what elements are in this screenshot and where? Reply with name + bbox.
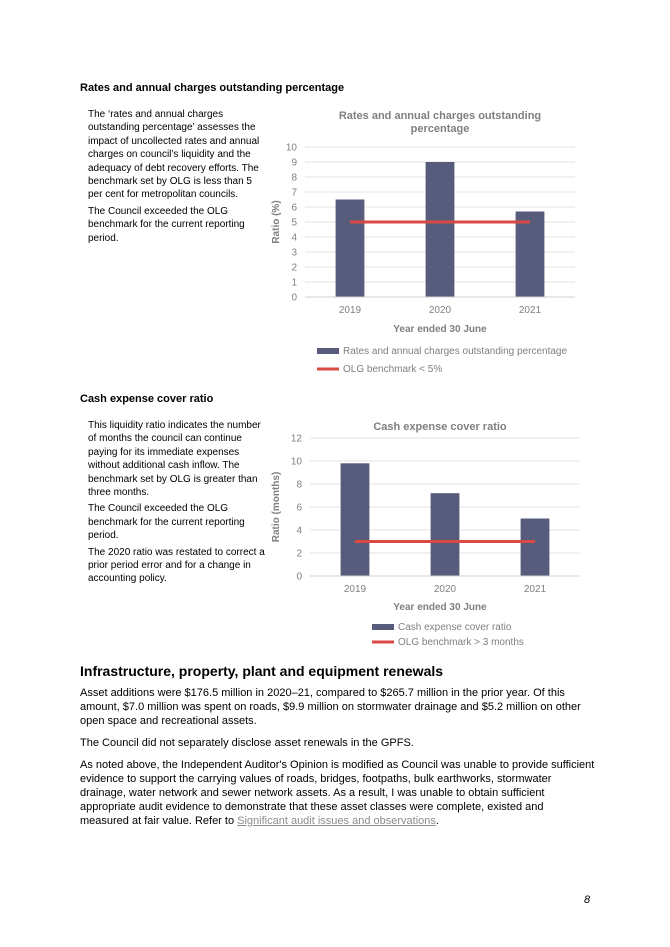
y-tick-label: 4 — [296, 525, 302, 537]
chart-title: Rates and annual charges outstanding — [338, 110, 542, 122]
x-tick-label: 2019 — [343, 584, 367, 595]
y-tick-label: 0 — [296, 571, 302, 583]
legend-swatch-bar — [372, 624, 394, 630]
rates-chart — [265, 100, 595, 380]
cash-description — [88, 419, 268, 589]
body-text: . — [435, 815, 439, 827]
legend-label-line: OLG benchmark < 5% — [343, 364, 443, 375]
rates-paragraph: The ‘rates and annual charges outstanding percentage’ assesses the impact of uncollected rates and annual charges on council’s liquidity and the adequacy of debt recovery efforts. The benchmark set by OLG is less than 5 per cent for metropolitan councils. — [88, 109, 260, 201]
x-tick-label: 2019 — [338, 305, 362, 316]
rates-description — [88, 108, 268, 248]
legend-label-bar: Rates and annual charges outstanding percentage — [343, 346, 568, 357]
legend-label-bar: Cash expense cover ratio — [398, 622, 512, 633]
y-tick-label: 2 — [291, 262, 297, 274]
x-axis-label: Year ended 30 June — [393, 602, 487, 613]
body-paragraph: The Council did not separately disclose asset renewals in the GPFS. — [80, 737, 414, 749]
y-tick-label: 4 — [291, 232, 297, 244]
y-tick-label: 10 — [290, 456, 302, 468]
bar-2020 — [426, 162, 455, 297]
infrastructure-body — [80, 686, 595, 836]
chart-title: percentage — [410, 123, 470, 135]
x-tick-label: 2021 — [523, 584, 547, 595]
y-tick-label: 7 — [291, 187, 297, 199]
y-tick-label: 12 — [290, 433, 302, 445]
y-tick-label: 9 — [291, 157, 297, 169]
x-tick-label: 2021 — [518, 305, 542, 316]
section-heading-infrastructure: Infrastructure, property, plant and equipment renewals — [80, 663, 444, 679]
cash-paragraph: The 2020 ratio was restated to correct a prior period error and for a change in accounting policy. — [88, 546, 265, 585]
body-paragraph — [80, 758, 595, 828]
bar-2021 — [521, 519, 550, 577]
body-text: As noted above, the Independent Auditor's Opinion is modified as Council was unable to provide sufficient evidence to support the carrying values of roads, bridges, footpaths, bulk earthworks, stormwater drainage, water network and sewer network assets. As a result, I was unable to obtain sufficient appropriate audit evidence to demonstrate that these asset classes were complete, existed and measured at fair value. Refer to — [80, 759, 595, 827]
bar-2021 — [516, 212, 545, 298]
cash-paragraph: The Council exceeded the OLG benchmark for the current reporting period. — [88, 503, 245, 542]
y-axis-label: Ratio (%) — [271, 200, 282, 244]
page-number: 8 — [584, 894, 591, 906]
bar-2019 — [336, 200, 365, 298]
y-tick-label: 5 — [291, 217, 297, 229]
body-paragraph: Asset additions were $176.5 million in 2020–21, compared to $265.7 million in the prior year. Of this amount, $7.0 million was spent on roads, $9.9 million on stormwater drainage and $5.2 million on other open space and recreational assets. — [80, 687, 581, 727]
y-axis-label: Ratio (months) — [271, 471, 282, 543]
y-tick-label: 8 — [296, 479, 302, 491]
bar-2019 — [341, 463, 370, 576]
legend-swatch-bar — [317, 348, 339, 354]
cash-paragraph: This liquidity ratio indicates the number of months the council can continue paying for its immediate expenses without additional cash inflow. The benchmark set by OLG is greater than three months. — [88, 420, 261, 499]
section-heading-cash: Cash expense cover ratio — [80, 393, 214, 405]
significant-issues-link[interactable]: Significant audit issues and observations — [237, 815, 436, 827]
rates-paragraph: The Council exceeded the OLG benchmark for the current reporting period. — [88, 205, 245, 244]
y-tick-label: 2 — [296, 548, 302, 560]
y-tick-label: 6 — [291, 202, 297, 214]
y-tick-label: 3 — [291, 247, 297, 259]
y-tick-label: 1 — [291, 277, 297, 289]
x-axis-label: Year ended 30 June — [393, 324, 487, 335]
chart-title: Cash expense cover ratio — [373, 421, 507, 433]
cash-chart — [265, 412, 595, 652]
y-tick-label: 10 — [285, 142, 297, 154]
y-tick-label: 6 — [296, 502, 302, 514]
x-tick-label: 2020 — [428, 305, 452, 316]
y-tick-label: 8 — [291, 172, 297, 184]
y-tick-label: 0 — [291, 292, 297, 304]
x-tick-label: 2020 — [433, 584, 457, 595]
section-heading-rates: Rates and annual charges outstanding percentage — [80, 82, 345, 94]
legend-label-line: OLG benchmark > 3 months — [398, 637, 524, 648]
bar-2020 — [431, 493, 460, 576]
